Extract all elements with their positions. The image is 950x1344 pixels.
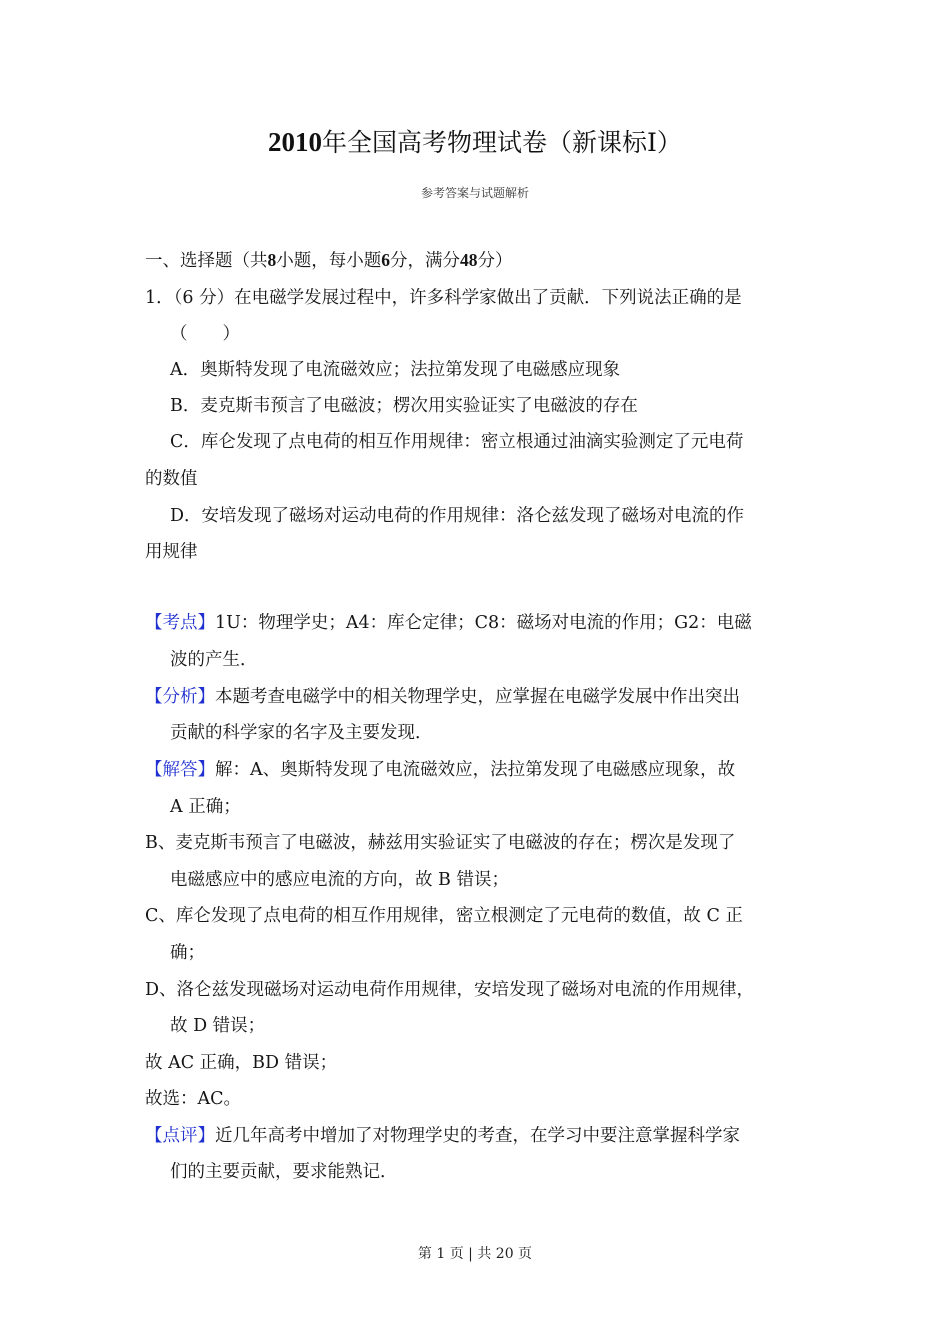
jieda-tag: 【解答】: [145, 760, 215, 780]
option-c: C．库仑发现了点电荷的相互作用规律：密立根通过油滴实验测定了元电荷: [170, 432, 744, 452]
section-mid1: 小题，每小题: [276, 251, 382, 271]
jieda-block: [145, 758, 735, 782]
section-mid2: 分，满分: [390, 251, 460, 271]
section-suffix: 分）: [477, 251, 513, 271]
jieda-c-cont: 确；: [170, 943, 205, 963]
kaodian-block: [145, 611, 752, 635]
title-year: 2010: [268, 127, 323, 157]
option-d-cont: 用规律: [145, 542, 198, 562]
option-b: B．麦克斯韦预言了电磁波；楞次用实验证实了电磁波的存在: [170, 396, 638, 416]
jieda-text: 解：A、奥斯特发现了电流磁效应，法拉第发现了电磁感应现象，故: [215, 760, 736, 780]
jieda-a-cont: A 正确；: [170, 797, 241, 817]
fenxi-block: [145, 685, 740, 709]
total-points: 48: [460, 250, 478, 270]
dianping-text: 近几年高考中增加了对物理学史的考查，在学习中要注意掌握科学家: [215, 1126, 740, 1146]
jieda-d: D、洛仑兹发现磁场对运动电荷作用规律，安培发现了磁场对电流的作用规律，: [145, 980, 755, 1000]
section-prefix: 一、选择题（共: [145, 251, 268, 271]
question-count: 8: [267, 250, 277, 270]
jieda-conclusion: 故 AC 正确，BD 错误；: [145, 1053, 338, 1073]
fenxi-text: 本题考查电磁学中的相关物理学史，应掌握在电磁学发展中作出突出: [215, 687, 740, 707]
dianping-block: [145, 1124, 740, 1148]
answer-blank: （ ）: [170, 324, 240, 344]
option-a: A．奥斯特发现了电流磁效应；法拉第发现了电磁感应现象: [170, 360, 621, 380]
option-c-cont: 的数值: [145, 469, 198, 489]
page-title: [0, 122, 950, 163]
fenxi-tag: 【分析】: [145, 687, 215, 707]
dianping-tag: 【点评】: [145, 1126, 215, 1146]
kaodian-cont: 波的产生．: [170, 650, 258, 670]
points-each: 6: [381, 250, 390, 270]
title-text: 年全国高考物理试卷（新课标Ⅰ）: [322, 128, 682, 157]
jieda-choice: 故选：AC。: [145, 1089, 242, 1109]
jieda-c: C、库仑发现了点电荷的相互作用规律，密立根测定了元电荷的数值，故 C 正: [145, 906, 743, 926]
dianping-cont: 们的主要贡献，要求能熟记．: [170, 1162, 398, 1182]
kaodian-text: 1U：物理学史；A4：库仑定律；C8：磁场对电流的作用；G2：电磁: [215, 613, 752, 633]
option-d: D．安培发现了磁场对运动电荷的作用规律：洛仑兹发现了磁场对电流的作: [170, 506, 745, 526]
jieda-d-cont: 故 D 错误；: [170, 1016, 266, 1036]
jieda-b-cont: 电磁感应中的感应电流的方向，故 B 错误；: [170, 870, 509, 890]
fenxi-cont: 贡献的科学家的名字及主要发现．: [170, 723, 433, 743]
kaodian-tag: 【考点】: [145, 613, 215, 633]
jieda-b: B、麦克斯韦预言了电磁波，赫兹用实验证实了电磁波的存在；楞次是发现了: [145, 833, 736, 853]
page-subtitle: 参考答案与试题解析: [420, 186, 529, 200]
section-heading: [145, 248, 513, 273]
page-footer: 第 1 页 | 共 20 页: [417, 1246, 533, 1262]
question-stem: 1．（6 分）在电磁学发展过程中，许多科学家做出了贡献．下列说法正确的是: [145, 288, 742, 308]
